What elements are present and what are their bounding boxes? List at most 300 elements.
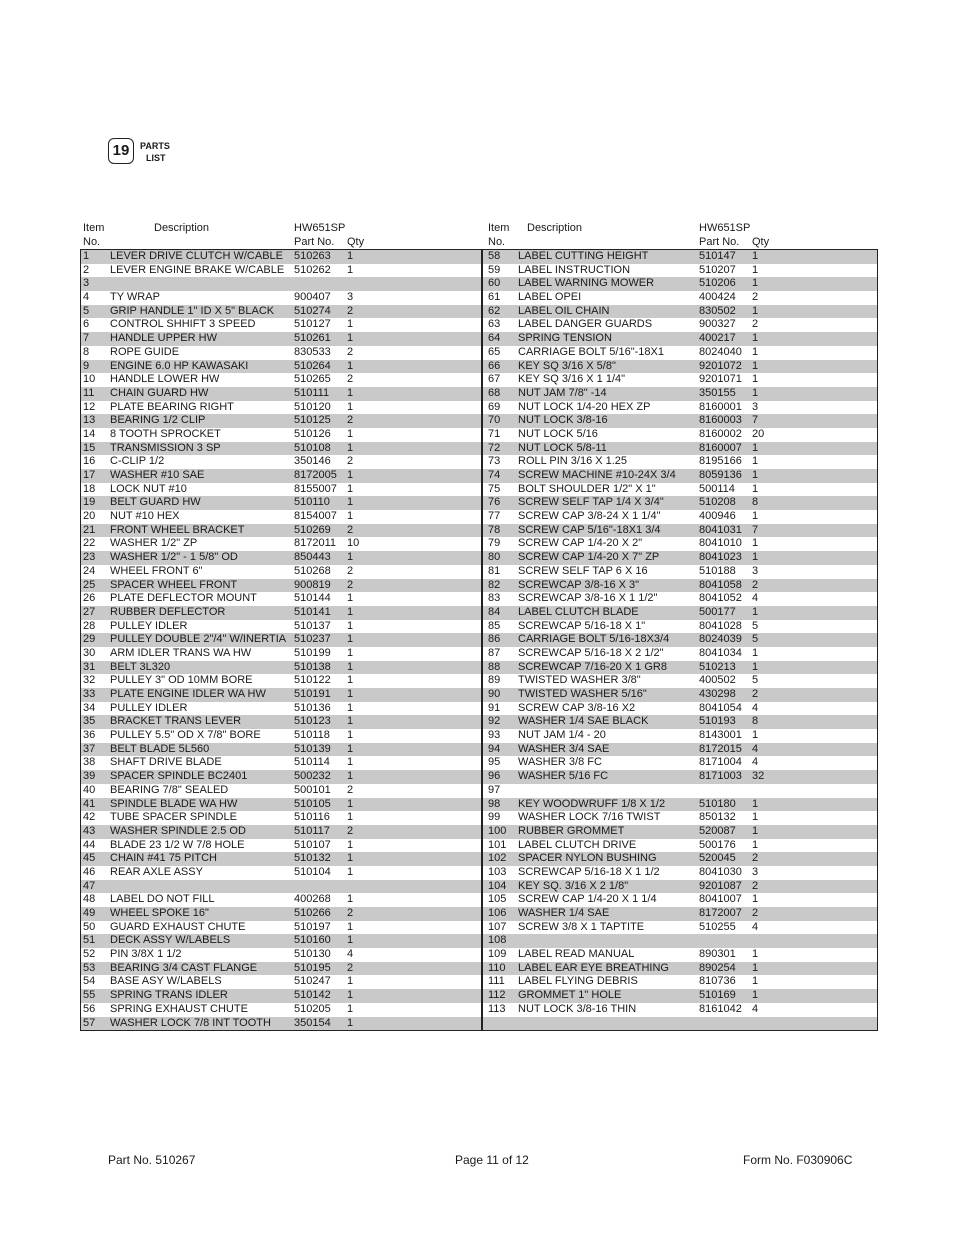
item-quantity: 1 (347, 605, 354, 618)
item-quantity: 2 (752, 852, 759, 865)
item-part-number: 510120 (294, 400, 331, 413)
footer-page: Page 11 of 12 (455, 1153, 529, 1167)
item-part-number: 400217 (699, 332, 736, 345)
item-part-number: 510264 (294, 359, 331, 372)
table-row (483, 825, 877, 839)
item-quantity: 2 (347, 578, 354, 591)
item-quantity: 1 (347, 592, 354, 605)
item-quantity: 1 (752, 961, 759, 974)
table-row (81, 250, 481, 264)
item-quantity: 5 (752, 633, 759, 646)
item-quantity: 1 (347, 797, 354, 810)
item-quantity: 1 (752, 537, 759, 550)
table-row (483, 401, 877, 415)
item-number: 83 (488, 592, 501, 605)
item-part-number: 510110 (294, 496, 330, 509)
item-part-number: 510191 (294, 688, 331, 700)
item-part-number: 510160 (294, 934, 331, 947)
item-number: 97 (488, 783, 501, 796)
item-description: RUBBER DEFLECTOR (110, 605, 226, 618)
item-number: 8 (83, 345, 90, 358)
item-description: LABEL CLUTCH BLADE (518, 605, 639, 618)
item-quantity: 20 (752, 427, 765, 440)
item-quantity: 1 (347, 934, 354, 947)
item-description: BLADE 23 1/2 W 7/8 HOLE (110, 838, 245, 851)
header-description: Description (154, 222, 210, 234)
item-number: 56 (83, 1002, 96, 1015)
table-row (483, 250, 877, 264)
item-part-number: 500177 (699, 605, 736, 618)
item-description: REAR AXLE ASSY (110, 865, 203, 878)
item-number: 62 (488, 304, 501, 317)
item-part-number: 8161042 (699, 1002, 742, 1015)
item-description: CHAIN GUARD HW (110, 386, 209, 399)
parts-table-left (80, 220, 482, 1031)
item-description: PULLEY DOUBLE 2"/4" W/INERTIA (110, 633, 287, 646)
item-description: SPINDLE BLADE WA HW (110, 797, 238, 810)
item-number: 23 (83, 551, 96, 564)
item-number: 103 (488, 865, 507, 878)
item-part-number: 8024040 (699, 345, 742, 358)
item-part-number: 8172005 (294, 469, 337, 481)
item-number: 40 (83, 783, 96, 796)
item-quantity: 1 (347, 400, 354, 413)
item-quantity: 1 (347, 674, 354, 687)
item-part-number: 510104 (294, 865, 331, 878)
table-row (81, 387, 481, 401)
item-description: NUT LOCK 3/8-16 (518, 414, 608, 427)
item-part-number: 8041034 (699, 646, 742, 659)
item-description: SCREWCAP 5/16-18 X 1" (518, 619, 646, 632)
table-row (483, 579, 877, 593)
table-row (81, 839, 481, 853)
item-number: 94 (488, 742, 501, 755)
item-number: 85 (488, 619, 501, 632)
table-row (81, 565, 481, 579)
table-header-left (80, 220, 482, 249)
item-description: ROLL PIN 3/16 X 1.25 (518, 455, 628, 468)
item-quantity: 2 (347, 564, 354, 577)
item-description: SPACER SPINDLE BC2401 (110, 770, 248, 783)
table-row (81, 661, 481, 675)
item-quantity: 2 (347, 961, 354, 974)
item-description: CONTROL SHHIFT 3 SPEED (110, 318, 256, 331)
item-quantity: 1 (347, 660, 354, 673)
item-part-number: 8171004 (699, 756, 742, 769)
table-row (81, 702, 481, 716)
item-description: SPACER WHEEL FRONT (110, 578, 238, 591)
item-number: 98 (488, 797, 501, 810)
item-description: KEY WOODWRUFF 1/8 X 1/2 (518, 797, 666, 810)
item-number: 53 (83, 961, 96, 974)
item-part-number: 500232 (294, 770, 331, 783)
item-description: NUT #10 HEX (110, 510, 180, 523)
item-description: SCREW CAP 3/8-24 X 1 1/4" (518, 510, 661, 523)
item-quantity: 1 (347, 427, 354, 440)
item-part-number: 8155007 (294, 482, 337, 495)
item-description: KEY SQ. 3/16 X 2 1/8" (518, 879, 629, 892)
table-row (483, 483, 877, 497)
item-quantity: 1 (752, 948, 759, 961)
item-quantity: 1 (752, 304, 759, 317)
item-description: LABEL READ MANUAL (518, 948, 635, 961)
item-quantity: 1 (347, 893, 354, 906)
item-part-number: 510266 (294, 907, 331, 919)
item-number: 49 (83, 907, 96, 919)
item-description: SPRING TENSION (518, 332, 612, 345)
table-row (81, 907, 481, 921)
item-part-number: 510141 (294, 605, 331, 618)
table-row (81, 346, 481, 360)
item-quantity: 2 (347, 455, 354, 468)
header-part-no: Part No. (699, 236, 740, 248)
table-row (81, 1017, 481, 1031)
item-number: 67 (488, 373, 501, 386)
item-description: SCREW CAP 1/4-20 X 2" (518, 537, 643, 550)
item-part-number: 510117 (294, 824, 330, 837)
item-description: NUT LOCK 3/8-16 THIN (518, 1002, 637, 1015)
item-part-number: 510213 (699, 660, 736, 673)
table-row (483, 264, 877, 278)
table-row (81, 1003, 481, 1017)
table-row (483, 811, 877, 825)
item-quantity: 1 (347, 510, 354, 523)
item-part-number: 430298 (699, 688, 736, 700)
table-row (483, 428, 877, 442)
item-description: LOCK NUT #10 (110, 482, 187, 495)
header-no: No. (83, 236, 101, 248)
item-number: 18 (83, 482, 96, 495)
table-row (483, 934, 877, 948)
table-row (81, 592, 481, 606)
item-description: BEARING 3/4 CAST FLANGE (110, 961, 258, 974)
item-number: 68 (488, 386, 501, 399)
item-description: LABEL INSTRUCTION (518, 263, 631, 276)
item-description: NUT LOCK 5/8-11 (518, 441, 607, 454)
item-part-number: 510126 (294, 427, 331, 440)
item-description: LEVER DRIVE CLUTCH W/CABLE (110, 250, 283, 262)
item-number: 87 (488, 646, 501, 659)
table-row (81, 770, 481, 784)
item-part-number: 8143001 (699, 729, 742, 742)
item-description: BEARING 7/8" SEALED (110, 783, 229, 796)
item-number: 26 (83, 592, 96, 605)
item-description: BASE ASY W/LABELS (110, 975, 222, 988)
item-quantity: 3 (752, 865, 759, 878)
item-quantity: 10 (347, 537, 360, 550)
item-number: 65 (488, 345, 501, 358)
item-quantity: 2 (347, 414, 354, 427)
item-quantity: 8 (752, 715, 759, 728)
item-part-number: 510268 (294, 564, 331, 577)
item-number: 77 (488, 510, 501, 523)
item-description: TY WRAP (110, 291, 160, 304)
item-part-number: 8171003 (699, 770, 742, 783)
item-quantity: 1 (347, 865, 354, 878)
item-quantity: 1 (752, 824, 759, 837)
table-row (483, 455, 877, 469)
item-number: 12 (83, 400, 96, 413)
item-number: 88 (488, 660, 501, 673)
table-row (483, 989, 877, 1003)
item-quantity: 2 (752, 688, 759, 700)
table-header-right (482, 220, 878, 249)
item-part-number: 520045 (699, 852, 736, 865)
item-number: 5 (83, 304, 90, 317)
table-row (81, 784, 481, 798)
item-quantity: 1 (752, 975, 759, 988)
item-number: 89 (488, 674, 501, 687)
item-quantity: 1 (347, 729, 354, 742)
item-description: ENGINE 6.0 HP KAWASAKI (110, 359, 249, 372)
item-quantity: 2 (347, 783, 354, 796)
item-description: WASHER SPINDLE 2.5 OD (110, 824, 246, 837)
item-description: KEY SQ 3/16 X 5/8" (518, 359, 616, 372)
table-row (483, 414, 877, 428)
item-quantity: 4 (752, 592, 759, 605)
item-quantity: 32 (752, 770, 765, 783)
item-quantity: 3 (347, 291, 354, 304)
table-row (483, 633, 877, 647)
item-part-number: 510139 (294, 742, 331, 755)
item-description: LABEL DANGER GUARDS (518, 318, 653, 331)
item-number: 76 (488, 496, 501, 509)
item-number: 96 (488, 770, 501, 783)
item-number: 92 (488, 715, 501, 728)
section-label-line1: PARTS (140, 141, 170, 151)
item-description: 8 TOOTH SPROCKET (110, 427, 221, 440)
table-row (483, 661, 877, 675)
item-number: 102 (488, 852, 507, 865)
table-row (81, 579, 481, 593)
item-part-number: 8041023 (699, 551, 742, 564)
item-part-number: 510116 (294, 811, 330, 824)
table-row (81, 305, 481, 319)
table-row (483, 702, 877, 716)
item-number: 104 (488, 879, 507, 892)
item-number: 110 (488, 961, 506, 974)
item-part-number: 510132 (294, 852, 331, 865)
table-row (483, 510, 877, 524)
item-number: 57 (83, 1016, 96, 1029)
item-quantity: 1 (752, 551, 759, 564)
item-quantity: 4 (752, 1002, 759, 1015)
item-number: 22 (83, 537, 96, 550)
table-row (483, 524, 877, 538)
item-description: SCREW MACHINE #10-24X 3/4 (518, 469, 676, 481)
item-part-number: 500114 (699, 482, 735, 495)
item-description: SCREWCAP 5/16-18 X 1 1/2 (518, 865, 660, 878)
item-quantity: 1 (347, 619, 354, 632)
item-quantity: 1 (347, 496, 354, 509)
item-description: ARM IDLER TRANS WA HW (110, 646, 252, 659)
item-quantity: 1 (347, 386, 354, 399)
item-number: 7 (83, 332, 90, 345)
item-description: C-CLIP 1/2 (110, 455, 165, 468)
table-row (483, 332, 877, 346)
item-quantity: 1 (347, 359, 354, 372)
item-description: WASHER 5/16 FC (518, 770, 609, 783)
item-description: PIN 3/8X 1 1/2 (110, 948, 182, 961)
item-quantity: 1 (752, 373, 759, 386)
item-number: 84 (488, 605, 501, 618)
table-body-left (80, 249, 482, 1031)
item-description: WHEEL FRONT 6" (110, 564, 203, 577)
item-part-number: 500176 (699, 838, 736, 851)
item-number: 13 (83, 414, 96, 427)
header-no: No. (488, 236, 506, 248)
item-number: 63 (488, 318, 501, 331)
table-row (81, 510, 481, 524)
table-row (483, 948, 877, 962)
table-row (81, 291, 481, 305)
header-item: Item (488, 222, 510, 234)
item-part-number: 350154 (294, 1016, 331, 1029)
item-part-number: 8172011 (294, 537, 337, 550)
item-description: SPRING EXHAUST CHUTE (110, 1002, 248, 1015)
table-row (483, 688, 877, 702)
item-number: 108 (488, 934, 507, 947)
item-number: 70 (488, 414, 501, 427)
item-number: 106 (488, 907, 507, 919)
item-part-number: 510107 (294, 838, 331, 851)
item-number: 59 (488, 263, 501, 276)
item-number: 60 (488, 277, 501, 290)
item-description: SPRING TRANS IDLER (110, 989, 228, 1002)
item-number: 16 (83, 455, 96, 468)
table-row (483, 606, 877, 620)
item-quantity: 4 (752, 756, 759, 769)
item-description: NUT JAM 7/8" -14 (518, 386, 607, 399)
item-part-number: 8041052 (699, 592, 742, 605)
item-quantity: 4 (347, 948, 354, 961)
item-number: 25 (83, 578, 96, 591)
item-description: SCREWCAP 5/16-18 X 2 1/2" (518, 646, 664, 659)
table-row (483, 975, 877, 989)
item-part-number: 510136 (294, 701, 331, 714)
item-description: LABEL CLUTCH DRIVE (518, 838, 637, 851)
item-quantity: 1 (347, 701, 354, 714)
item-quantity: 1 (347, 263, 354, 276)
item-quantity: 5 (752, 674, 759, 687)
item-quantity: 1 (752, 386, 759, 399)
item-part-number: 510105 (294, 797, 331, 810)
item-part-number: 8160002 (699, 427, 742, 440)
table-row (81, 633, 481, 647)
table-row (483, 729, 877, 743)
item-description: FRONT WHEEL BRACKET (110, 523, 245, 536)
item-quantity: 1 (347, 756, 354, 769)
item-quantity: 1 (752, 660, 759, 673)
item-description: SCREWCAP 3/8-16 X 3" (518, 578, 640, 591)
item-description: SCREW CAP 1/4-20 X 1 1/4 (518, 893, 657, 906)
item-number: 21 (83, 523, 96, 536)
item-quantity: 1 (347, 1016, 354, 1029)
item-part-number: 890301 (699, 948, 736, 961)
item-number: 6 (83, 318, 90, 331)
header-qty: Qty (752, 236, 770, 248)
table-row (483, 565, 877, 579)
item-number: 109 (488, 948, 507, 961)
item-number: 58 (488, 250, 501, 262)
item-part-number: 8041007 (699, 893, 742, 906)
footer-form-no: Form No. F030906C (743, 1153, 853, 1167)
table-row (483, 496, 877, 510)
table-row (81, 948, 481, 962)
item-number: 27 (83, 605, 96, 618)
item-quantity: 1 (752, 359, 759, 372)
item-number: 51 (83, 934, 96, 947)
item-quantity: 2 (752, 291, 759, 304)
item-description: WASHER 3/8 FC (518, 756, 602, 769)
item-description: HANDLE LOWER HW (110, 373, 220, 386)
item-part-number: 890254 (699, 961, 736, 974)
table-row (81, 332, 481, 346)
item-part-number: 520087 (699, 824, 736, 837)
item-description: CHAIN #41 75 PITCH (110, 852, 217, 865)
item-part-number: 510118 (294, 729, 330, 742)
table-row (483, 620, 877, 634)
table-row (81, 469, 481, 483)
item-description: PULLEY 5.5" OD X 7/8" BORE (110, 729, 261, 742)
item-part-number: 8160007 (699, 441, 742, 454)
item-number: 79 (488, 537, 501, 550)
item-quantity: 1 (752, 345, 759, 358)
item-description: TWISTED WASHER 3/8" (518, 674, 641, 687)
header-model: HW651SP (699, 222, 751, 234)
item-number: 105 (488, 893, 507, 906)
item-description: NUT JAM 1/4 - 20 (518, 729, 606, 742)
item-part-number: 8172015 (699, 742, 742, 755)
item-quantity: 1 (347, 551, 354, 564)
table-row (483, 469, 877, 483)
item-part-number: 510127 (294, 318, 331, 331)
item-description: WASHER 3/4 SAE (518, 742, 610, 755)
item-description: WASHER 1/4 SAE BLACK (518, 715, 649, 728)
item-number: 36 (83, 729, 96, 742)
item-part-number: 510269 (294, 523, 331, 536)
item-quantity: 4 (752, 742, 759, 755)
section-number: 19 (108, 138, 134, 164)
item-description: BRACKET TRANS LEVER (110, 715, 242, 728)
item-part-number: 510188 (699, 564, 736, 577)
item-description: SHAFT DRIVE BLADE (110, 756, 222, 769)
item-quantity: 8 (752, 496, 759, 509)
item-quantity: 2 (347, 824, 354, 837)
item-description: SPACER NYLON BUSHING (518, 852, 657, 865)
item-number: 24 (83, 564, 96, 577)
item-quantity: 1 (752, 469, 759, 481)
item-quantity: 1 (752, 263, 759, 276)
item-quantity: 1 (752, 482, 759, 495)
header-description: Description (527, 222, 583, 234)
item-description: WASHER 1/4 SAE (518, 907, 610, 919)
table-row (81, 880, 481, 894)
item-number: 34 (83, 701, 96, 714)
item-description: BEARING 1/2 CLIP (110, 414, 206, 427)
table-row (81, 442, 481, 456)
item-part-number: 510208 (699, 496, 736, 509)
item-part-number: 8041028 (699, 619, 742, 632)
item-part-number: 400502 (699, 674, 736, 687)
item-quantity: 1 (752, 646, 759, 659)
item-quantity: 1 (347, 715, 354, 728)
table-row (81, 277, 481, 291)
item-part-number: 8041031 (699, 523, 742, 536)
table-row (483, 866, 877, 880)
item-number: 66 (488, 359, 501, 372)
item-part-number: 510147 (699, 250, 736, 262)
